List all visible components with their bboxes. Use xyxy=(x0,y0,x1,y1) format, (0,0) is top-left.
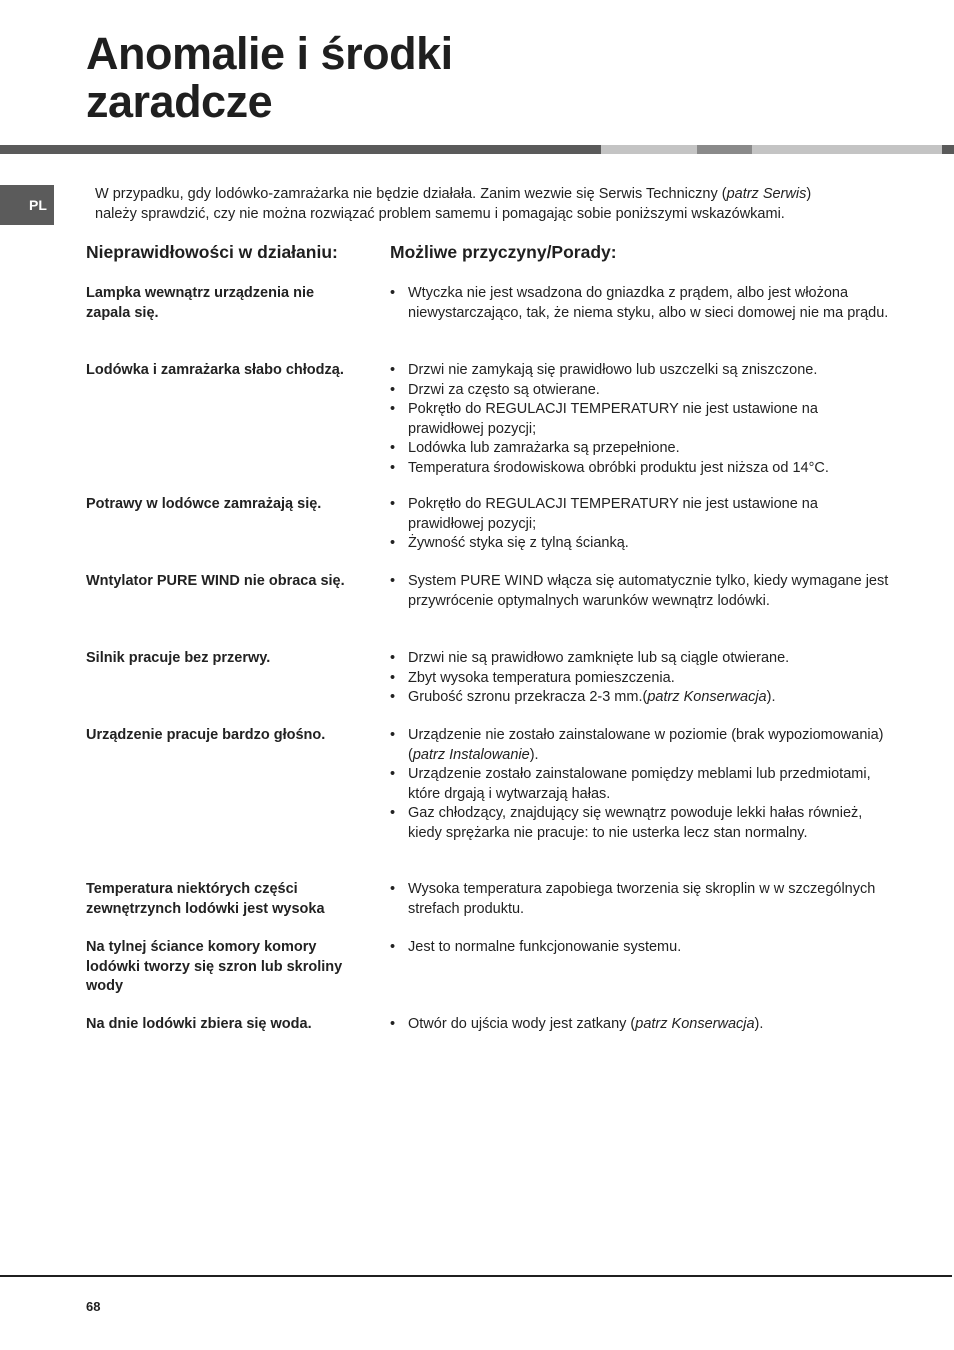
cause-text: Żywność styka się z tylną ścianką. xyxy=(408,535,629,551)
cause-item xyxy=(390,572,890,611)
problem-description: Urządzenie pracuje bardzo głośno. xyxy=(86,727,326,743)
cause-reference: patrz Konserwacja xyxy=(647,689,767,705)
language-tab: PL xyxy=(0,185,54,225)
cause-item xyxy=(390,381,890,401)
cause-text: Wysoka temperatura zapobiega tworzenia się skroplin w w szczególnych strefach produktu. xyxy=(408,881,876,917)
cause-item xyxy=(390,534,890,554)
cause-item xyxy=(390,649,890,669)
intro-line-1-end: ) xyxy=(806,186,812,202)
cause-text: Drzwi nie są prawidłowo zamknięte lub są ciągle otwierane. xyxy=(408,650,790,666)
cause-item xyxy=(390,284,890,323)
cause-text: Lodówka lub zamrażarka są przepełnione. xyxy=(408,440,680,456)
cause-list xyxy=(390,880,890,919)
cause-item xyxy=(390,804,890,843)
cause-text: Urządzenie nie zostało zainstalowane w poziomie (brak wypoziomowania) ( xyxy=(408,727,884,763)
header-stripe-light-2 xyxy=(752,145,942,154)
problem-description: Lampka wewnątrz urządzenia nie zapala się. xyxy=(86,285,315,321)
page-title xyxy=(86,30,453,126)
cause-item xyxy=(390,1015,890,1035)
cause-reference: patrz Instalowanie xyxy=(412,746,530,763)
page-title-line-1: Anomalie i środki xyxy=(86,28,453,79)
page-number: 68 xyxy=(86,1299,101,1314)
causes-column-header: Możliwe przyczyny/Porady: xyxy=(390,242,617,262)
cause-list xyxy=(390,495,890,554)
cause-text-end: ). xyxy=(529,746,539,763)
problem-description: Silnik pracuje bez przerwy. xyxy=(86,650,271,666)
header-stripe-mid xyxy=(697,145,752,154)
intro-line-1-text: W przypadku, gdy lodówko-zamrażarka nie będzie działała. Zanim wezwie się Serwis Techniczny ( xyxy=(95,186,727,202)
problem-description: Lodówka i zamrażarka słabo chłodzą. xyxy=(86,362,344,378)
cause-text: Drzwi nie zamykają się prawidłowo lub uszczelki są zniszczone. xyxy=(408,362,818,378)
cause-item xyxy=(390,726,890,765)
intro-reference: patrz Serwis xyxy=(726,186,807,202)
cause-item xyxy=(390,400,890,439)
cause-text: Grubość szronu przekracza 2-3 mm.( xyxy=(408,689,648,705)
cause-text: Zbyt wysoka temperatura pomieszczenia. xyxy=(408,669,675,686)
cause-list xyxy=(390,938,890,958)
intro-line-2: należy sprawdzić, czy nie można rozwiązać problem samemu i pomagając sobie poniższymi wskazówkami. xyxy=(95,206,785,222)
cause-text: Wtyczka nie jest wsadzona do gniazdka z prądem, albo jest włożona niewystarczająco, tak, że niema styku, albo w sieci domowej nie ma prądu. xyxy=(408,285,889,321)
header-stripe-end xyxy=(942,145,954,154)
cause-item xyxy=(390,669,890,689)
problem-description: Na tylnej ściance komory komory lodówki tworzy się szron lub skroliny wody xyxy=(86,939,343,994)
cause-list xyxy=(390,361,890,478)
problem-description: Wntylator PURE WIND nie obraca się. xyxy=(86,573,345,589)
problem-description: Na dnie lodówki zbiera się woda. xyxy=(86,1016,312,1032)
problem-description: Potrawy w lodówce zamrażają się. xyxy=(86,496,322,512)
footer-rule xyxy=(0,1275,952,1277)
cause-text-end: ). xyxy=(754,1016,764,1032)
cause-text: Temperatura środowiskowa obróbki produktu jest niższa od 14°C. xyxy=(408,459,829,476)
cause-text: Gaz chłodzący, znajdujący się wewnątrz powoduje lekki hałas również, kiedy sprężarka nie pracuje: to nie usterka lecz stan normalny. xyxy=(408,805,863,841)
header-stripe-dark xyxy=(0,145,601,154)
problems-column-header: Nieprawidłowości w działaniu: xyxy=(86,242,338,262)
cause-list xyxy=(390,572,890,611)
cause-text: Pokrętło do REGULACJI TEMPERATURY nie jest ustawione na prawidłowej pozycji; xyxy=(408,401,818,437)
cause-text: Otwór do ujścia wody jest zatkany ( xyxy=(408,1016,636,1032)
cause-list xyxy=(390,284,890,323)
cause-item xyxy=(390,361,890,381)
cause-list xyxy=(390,1015,890,1035)
intro-line-1 xyxy=(95,184,885,204)
cause-item xyxy=(390,495,890,534)
cause-text: Drzwi za często są otwierane. xyxy=(408,381,600,398)
cause-text: System PURE WIND włącza się automatycznie tylko, kiedy wymagane jest przywrócenie optymalnych warunków wewnątrz lodówki. xyxy=(408,573,889,609)
cause-item xyxy=(390,938,890,958)
intro-text xyxy=(95,184,885,224)
cause-item xyxy=(390,765,890,804)
cause-text: Pokrętło do REGULACJI TEMPERATURY nie jest ustawione na prawidłowej pozycji; xyxy=(408,496,818,532)
cause-text: Urządzenie zostało zainstalowane pomiędzy meblami lub przedmiotami, które drgają i wytwarzają hałas. xyxy=(408,766,871,802)
cause-item xyxy=(390,688,890,708)
cause-item xyxy=(390,459,890,479)
problem-description: Temperatura niektórych części zewnętrzynch lodówki jest wysoka xyxy=(86,881,325,917)
cause-list xyxy=(390,726,890,843)
cause-list xyxy=(390,649,890,708)
page-title-line-2: zaradcze xyxy=(86,76,273,127)
cause-text: Jest to normalne funkcjonowanie systemu. xyxy=(408,939,682,955)
cause-item xyxy=(390,880,890,919)
header-stripe-light-1 xyxy=(601,145,697,154)
cause-reference: patrz Konserwacja xyxy=(635,1016,755,1032)
cause-item xyxy=(390,439,890,459)
cause-text-end: ). xyxy=(766,689,776,705)
